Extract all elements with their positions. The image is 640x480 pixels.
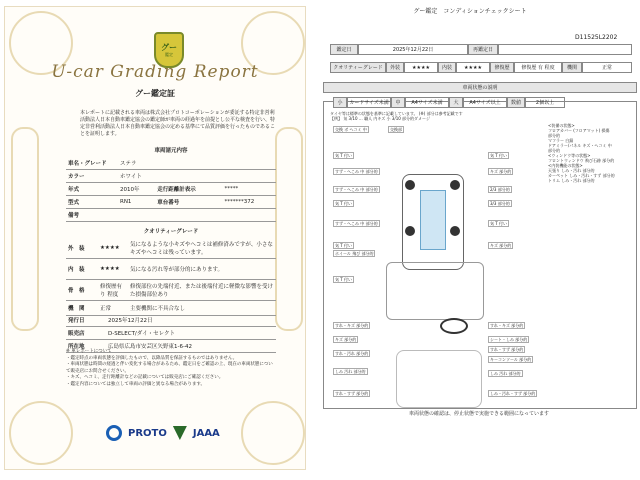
grade-key: 内 装 — [66, 259, 98, 280]
issue-key: 販売店 — [66, 327, 106, 340]
ornament-right-vine — [275, 127, 303, 331]
diagram-note: タイヤ等は標準の状態を基準に記載しています。 (※) 部分は参考記載です 【例】 気 3/10 … 職人 内キズ 小 3/10 部分的ダメージ — [330, 111, 463, 121]
issue-key: 所在地 — [66, 340, 106, 353]
sheet-code: D11525L2202 — [575, 34, 618, 41]
repair-label: 修復歴 — [490, 62, 514, 73]
interior-stars: ★★★★ — [456, 62, 490, 73]
damage-label: シート・しみ 部分的 — [490, 337, 528, 342]
grade-key: 外 装 — [66, 238, 98, 259]
damage-label: 3/3 部分的 — [490, 201, 510, 206]
damage-label: しみ・汚れ・すず 部分的 — [490, 391, 536, 396]
table-row — [66, 183, 276, 196]
damage-label: 気 T 付い — [490, 153, 507, 158]
damage-label: 気 T 付い — [335, 153, 352, 158]
table-row — [66, 170, 276, 183]
spec-key: カラー — [66, 170, 118, 183]
damage-label: すれ・汚れ 部分的 — [335, 351, 369, 356]
damage-label: すず・へこみ 中 部分的 — [335, 187, 378, 192]
quality-grade-table — [66, 238, 276, 316]
interior-label: 内装 — [438, 62, 456, 73]
wheel-rear-left-icon — [405, 226, 415, 236]
reinspect-label: 再鑑定日 — [468, 44, 498, 55]
grade-row — [330, 62, 632, 73]
issue-value: 広島県広島市安芸区矢野東1-6-42 — [106, 340, 276, 353]
proto-logo-text: PROTO — [128, 427, 167, 439]
table-row — [66, 259, 276, 280]
spec-value: ***** — [223, 183, 276, 196]
steering-wheel-icon — [440, 318, 468, 334]
grade-stars: 正常 — [98, 301, 128, 316]
damage-label: 気 T 付い — [490, 221, 507, 226]
damage-label: 交換部 — [390, 127, 402, 132]
date-label: 鑑定日 — [330, 44, 358, 55]
spec-key: 備考 — [66, 209, 118, 222]
damage-label: しみ 汚れ 部分的 — [335, 369, 366, 374]
size-count-desc: 2個以上 — [525, 97, 565, 108]
grade-desc: 気になるような小キズやヘコミは補修済みですが、小さなキズやヘコミは残っています。 — [128, 238, 276, 259]
spec-value: 2010年 — [118, 183, 155, 196]
table-row — [66, 157, 276, 170]
spec-value — [118, 209, 276, 222]
engine-value: 正常 — [582, 62, 632, 73]
damage-label: すれ・キズ 部分的 — [490, 323, 524, 328]
logo-bar — [106, 422, 226, 444]
jaaa-logo-icon — [173, 426, 187, 440]
size-large-desc: A4サイズ以上 — [463, 97, 507, 108]
damage-label: キズ 部分的 — [490, 169, 512, 174]
exterior-label: 外装 — [386, 62, 404, 73]
ornament-left-vine — [11, 127, 39, 331]
jaaa-logo-text: JAAA — [192, 427, 220, 439]
damage-label: すれ・すず 部分的 — [490, 347, 524, 352]
car-side-outline — [386, 262, 484, 320]
damage-label: すず・へこみ 中 部分的 — [335, 169, 378, 174]
table-row — [66, 196, 276, 209]
grade-key: 骨 格 — [66, 280, 98, 301]
damage-label: 交換 ボ ヘコミ 中 — [335, 127, 367, 132]
vehicle-spec-table — [66, 157, 276, 222]
spec-key: 車名・グレード — [66, 157, 118, 170]
certificate-subtitle: グー鑑定証 — [135, 89, 175, 98]
bottom-note: 車両状態の確認は、停止状態で実施できる範囲になっています — [408, 411, 549, 417]
certificate-notes: ※ 車レポートについて ・鑑定時点の車両状態を評価したもので、以降品質を保証するものではありません。 ・車両状態は時間の経過と伴い変化する場合があるため、鑑定日をご確認の上、現在の車両状態について販売店にお問合せください。 ・キズ、ヘコミ、走行距離計などの記載については販売店にご確認ください。 ・鑑定内容については独立して車両の評価と異なる場合があります。 — [66, 349, 273, 387]
size-medium: 中 — [391, 97, 405, 108]
table-row — [66, 327, 276, 340]
damage-label: すず・へこみ 中 部分的 — [335, 221, 378, 226]
grade-stars: ★★★★ — [98, 238, 128, 259]
table-row — [66, 209, 276, 222]
issue-value: 2025年12月22日 — [106, 314, 276, 327]
badge-bottom-text: 鑑定 — [165, 52, 173, 57]
damage-label: すれ・キズ 部分的 — [335, 323, 369, 328]
damage-label: 気 T 付い — [335, 243, 352, 248]
issue-key: 発行日 — [66, 314, 106, 327]
proto-logo-icon — [106, 425, 122, 441]
certificate-intro: 本レポートに記載される車両は株式会社プロトコーポレーションが委託する特定非営利活動法人日本自動車鑑定協会の鑑定師が車両の経過年を前提とし公平な検査を行い、特定非営利活動法人日本自動車鑑定協会の定める基準にて品質評価を行ったものであることを証明します。 — [80, 110, 276, 137]
car-roof-glass — [420, 190, 446, 250]
date-row — [330, 44, 632, 55]
spec-value: ホワイト — [118, 170, 276, 183]
spec-value: RN1 — [118, 196, 155, 209]
wheel-front-left-icon — [405, 180, 415, 190]
table-row — [66, 280, 276, 301]
wheel-front-right-icon — [450, 180, 460, 190]
ornament-bottom-right — [241, 401, 305, 465]
issue-value: D-SELECT/ダイ・セレクト — [106, 327, 276, 340]
spec-key: 走行距離計表示 — [155, 183, 222, 196]
state-title-row — [323, 82, 637, 93]
spec-key: 車台番号 — [155, 196, 222, 209]
state-title: 車両状態の説明 — [323, 82, 637, 93]
damage-label: キズ 部分的 — [335, 337, 357, 342]
date-value: 2025年12月22日 — [358, 44, 468, 55]
size-small: 小 — [333, 97, 347, 108]
spec-value: *******372 — [223, 196, 276, 209]
grade-desc: 修復部位の先端付近、または後端付近に軽微な影響を受けた損傷部位あり — [128, 280, 276, 301]
grade-desc: 気になる汚れ等が部分的にあります。 — [128, 259, 276, 280]
table-row — [66, 314, 276, 327]
spec-key: 型式 — [66, 196, 118, 209]
ornament-bottom-left — [9, 401, 73, 465]
certificate-title: U-car Grading Report — [51, 62, 259, 82]
reinspect-value — [498, 44, 632, 55]
damage-label: 2/3 部分的 — [490, 187, 510, 192]
table-row — [66, 238, 276, 259]
size-count: 数値 — [507, 97, 525, 108]
vehicle-section-heading: 車両諸元内容 — [154, 148, 188, 154]
size-small-desc: カードサイズ未満 — [347, 97, 391, 108]
equipment-panel: <装備の状態> フロアカバー (フロアマット) 損傷 部分的 マフラー 白錆 ドアミラー/パネル キズ・ヘコミ 中 部分的 <ウィンドウ等の状態> フロントウィンドウ 飛び石跡 部分的 <内装機能の状態> 天張り しみ・汚れ 部分的 カーペット しみ・汚れ・すず 部分的 トリム しみ・汚れ 部分的 — [548, 123, 615, 183]
grade-stars: ★★★★ — [98, 259, 128, 280]
grade-stars: 修復歴有り 程度 — [98, 280, 128, 301]
spec-value: ステラ — [118, 157, 276, 170]
car-interior-outline — [396, 350, 482, 408]
repair-value: 修復歴 有 程度 — [514, 62, 562, 73]
damage-label: ホイール 飛び 部分的 — [335, 251, 374, 256]
grade-key: 機 関 — [66, 301, 98, 316]
engine-label: 機関 — [562, 62, 582, 73]
spec-key: 年式 — [66, 183, 118, 196]
exterior-stars: ★★★★ — [404, 62, 438, 73]
damage-label: キーコンソール 部分的 — [490, 357, 532, 362]
damage-label: 気 T 付い — [335, 277, 352, 282]
wheel-rear-right-icon — [450, 226, 460, 236]
badge-top-text: グー — [161, 43, 177, 52]
damage-label: しみ 汚れ 部分的 — [490, 371, 521, 376]
damage-label: すれ・すず 部分的 — [335, 391, 369, 396]
size-legend-row — [333, 97, 565, 108]
grade-label: クオリティーグレード — [330, 62, 386, 73]
damage-label: キズ 部分的 — [490, 243, 512, 248]
damage-label: 気 T 付い — [335, 201, 352, 206]
sheet-title: グー鑑定 コンディションチェックシート — [413, 8, 527, 15]
grade-desc: 主要機関に不具合なし — [128, 301, 276, 316]
issue-info-table — [66, 314, 276, 353]
size-medium-desc: A4サイズ未満 — [405, 97, 449, 108]
quality-section-heading: クオリティーグレード — [143, 229, 199, 235]
size-large: 大 — [449, 97, 463, 108]
